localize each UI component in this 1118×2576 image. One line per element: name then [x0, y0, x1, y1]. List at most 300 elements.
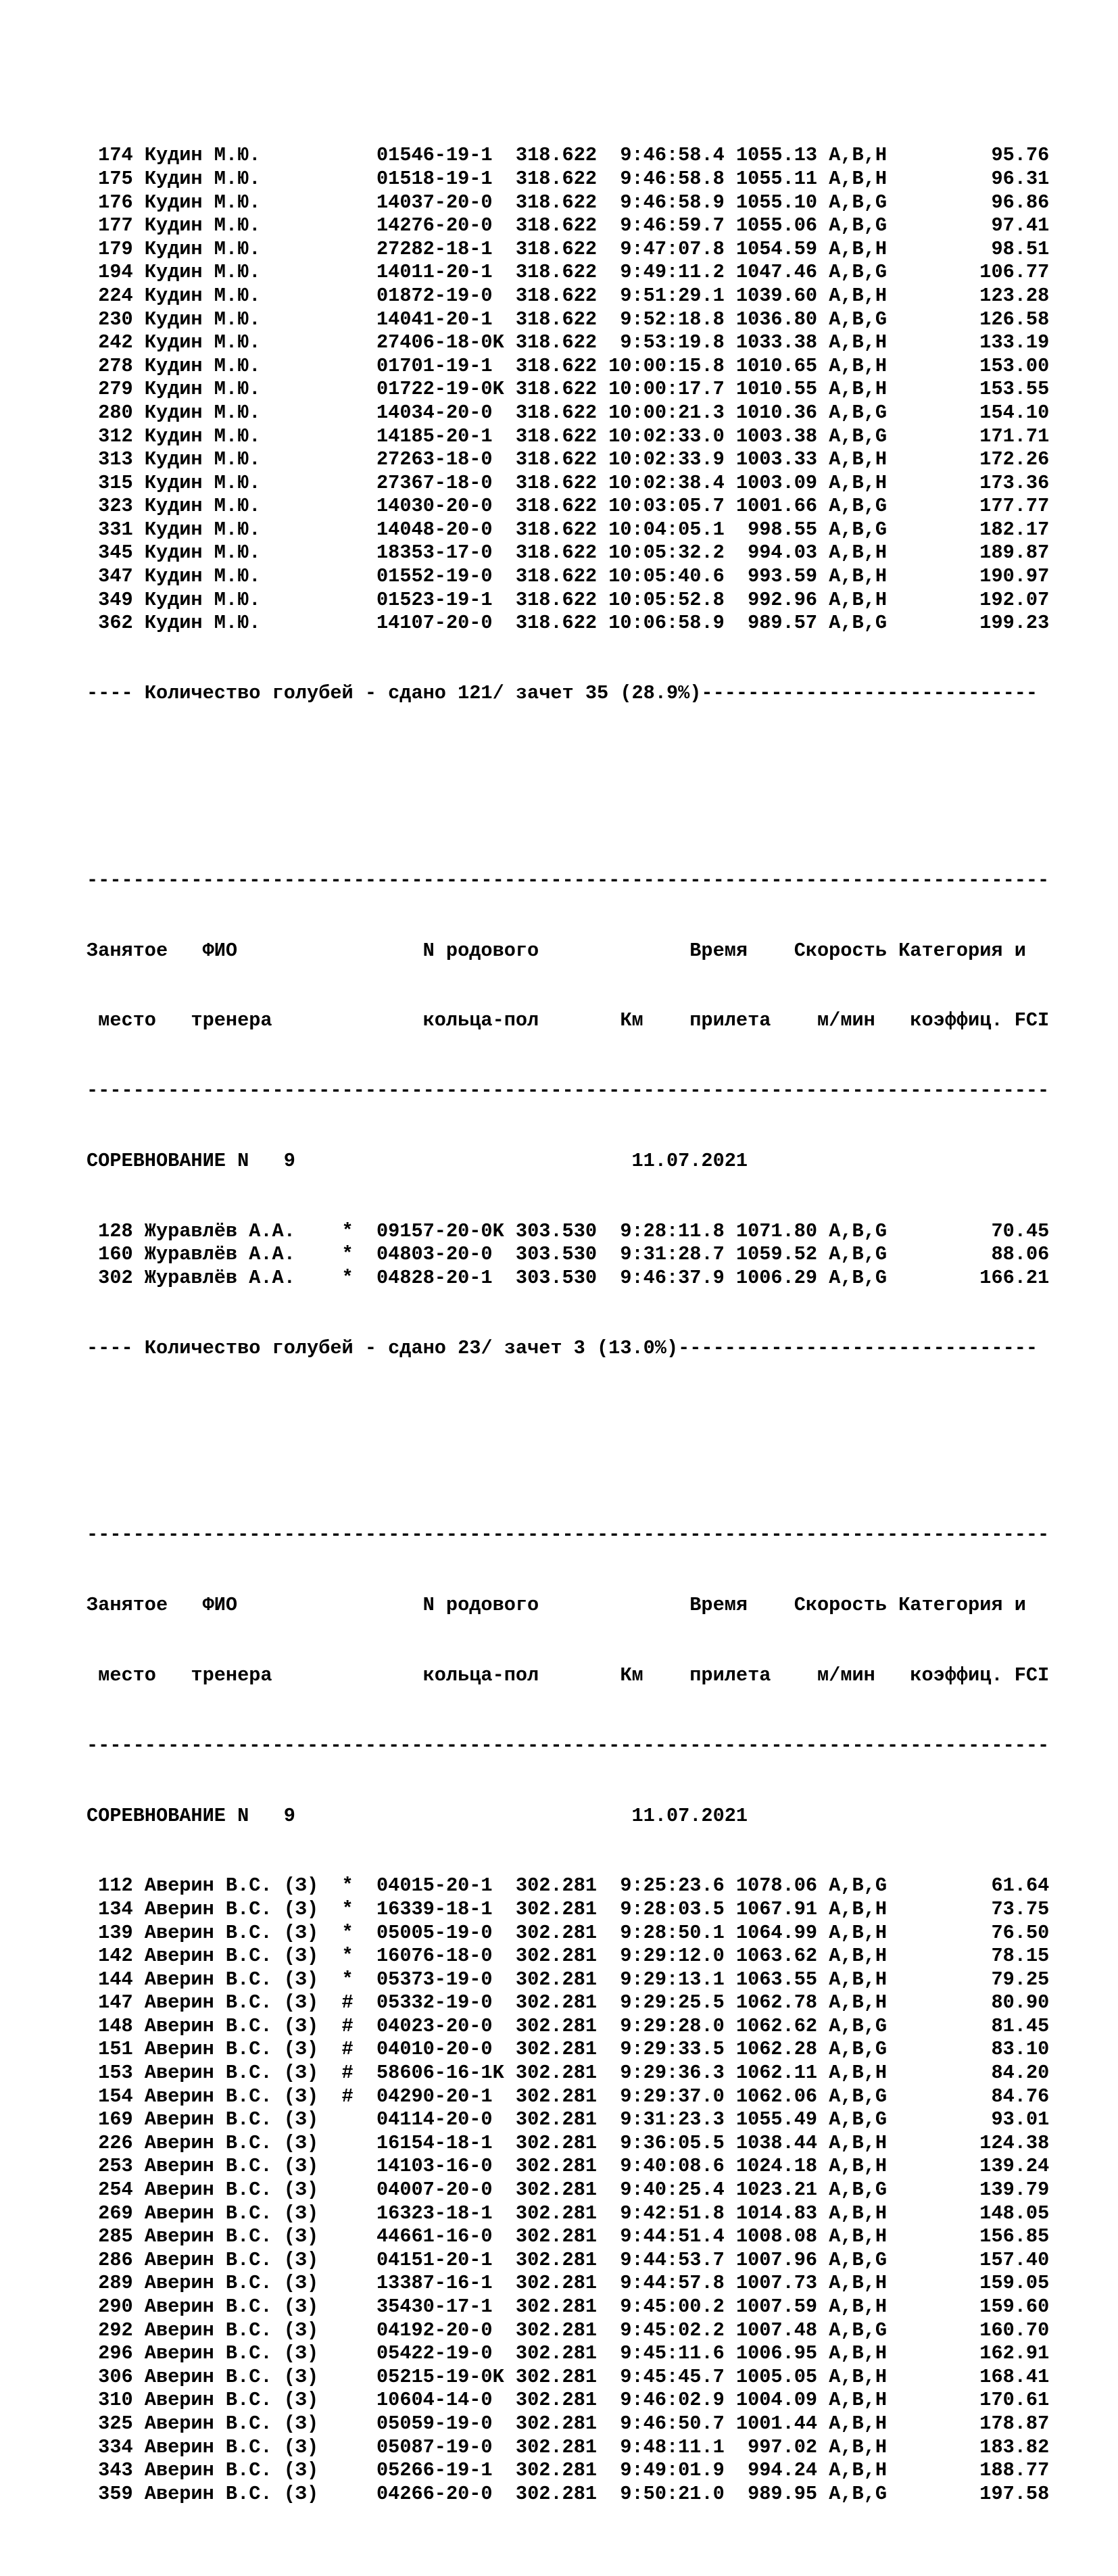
name-cell: Кудин М.Ю.: [144, 214, 261, 237]
results-block-kudin: [87, 97, 1049, 752]
coef-cell: 162.91: [979, 2342, 1050, 2365]
mark-cell: #: [341, 2038, 354, 2061]
place-cell: 177: [98, 214, 133, 237]
time-cell: 10:03:05.7: [608, 495, 725, 518]
table-row: [87, 1874, 1049, 1898]
name-cell: Аверин В.С. (З): [144, 2179, 319, 2202]
mark-cell: #: [341, 2014, 354, 2037]
ring-cell: 01722-19-0K: [376, 378, 504, 401]
ring-cell: 27367-18-0: [376, 471, 493, 494]
coef-cell: 153.00: [979, 354, 1050, 377]
time-cell: 10:02:33.9: [608, 448, 725, 471]
name-cell: Кудин М.Ю.: [144, 354, 261, 377]
ring-cell: 27263-18-0: [376, 448, 493, 471]
place-cell: 334: [98, 2435, 133, 2458]
table-row: [87, 2366, 1049, 2389]
table-row: [87, 1945, 1049, 1968]
time-cell: 9:29:33.5: [620, 2038, 725, 2061]
table-row: [87, 2202, 1049, 2226]
speed-cell: 989.95: [748, 2482, 818, 2505]
ring-cell: 18353-17-0: [376, 541, 493, 564]
category-cell: A,B,G: [829, 2085, 888, 2108]
speed-cell: 989.57: [748, 612, 818, 635]
speed-cell: 1006.29: [735, 1266, 818, 1289]
category-cell: A,B,H: [829, 2272, 888, 2295]
category-cell: A,B,G: [829, 1266, 888, 1289]
category-cell: A,B,G: [829, 261, 888, 284]
table-row: [87, 2272, 1049, 2295]
category-cell: A,B,H: [829, 2435, 888, 2458]
name-cell: Аверин В.С. (З): [144, 1874, 319, 1897]
km-cell: 302.281: [515, 2202, 598, 2225]
time-cell: 9:40:25.4: [620, 2179, 725, 2202]
name-cell: Кудин М.Ю.: [144, 261, 261, 284]
category-cell: A,B,G: [829, 191, 888, 214]
ring-cell: 01701-19-1: [376, 354, 493, 377]
km-cell: 318.622: [515, 612, 598, 635]
table-row: [87, 1991, 1049, 2015]
place-cell: 176: [98, 191, 133, 214]
table-row: [87, 2085, 1049, 2109]
time-cell: 9:29:13.1: [620, 1968, 725, 1991]
coef-cell: 133.19: [979, 331, 1050, 354]
table-row: [87, 495, 1049, 518]
ring-cell: 01546-19-1: [376, 144, 493, 167]
category-cell: A,B,G: [829, 1243, 888, 1266]
place-cell: 296: [98, 2342, 133, 2365]
name-cell: Аверин В.С. (З): [144, 2131, 319, 2154]
coef-cell: 199.23: [979, 612, 1050, 635]
mark-cell: *: [341, 1243, 354, 1266]
ring-cell: 05266-19-1: [376, 2459, 493, 2482]
ring-cell: 14037-20-0: [376, 191, 493, 214]
speed-cell: 1003.09: [735, 471, 818, 494]
place-cell: 280: [98, 401, 133, 424]
competition-line: СОРЕВНОВАНИЕ N 9 11.07.2021: [87, 1804, 748, 1827]
speed-cell: 1014.83: [735, 2202, 818, 2225]
time-cell: 9:31:28.7: [620, 1243, 725, 1266]
speed-cell: 1005.05: [735, 2365, 818, 2388]
ring-cell: 14034-20-0: [376, 401, 493, 424]
speed-cell: 1063.62: [735, 1945, 818, 1968]
time-cell: 10:05:32.2: [608, 541, 725, 564]
coef-cell: 172.26: [979, 448, 1050, 471]
place-cell: 302: [98, 1266, 133, 1289]
time-cell: 9:49:01.9: [620, 2459, 725, 2482]
speed-cell: 1023.21: [735, 2179, 818, 2202]
km-cell: 318.622: [515, 237, 598, 260]
results-rows: [87, 1220, 1049, 1290]
km-cell: 318.622: [515, 518, 598, 541]
ring-cell: 58606-16-1K: [376, 2062, 504, 2085]
ring-cell: 04828-20-1: [376, 1266, 493, 1289]
km-cell: 302.281: [515, 2435, 598, 2458]
table-row: [87, 565, 1049, 589]
coef-cell: 84.20: [991, 2062, 1050, 2085]
table-row: [87, 355, 1049, 379]
speed-cell: 1007.59: [735, 2295, 818, 2318]
coef-cell: 171.71: [979, 424, 1050, 447]
km-cell: 302.281: [515, 2318, 598, 2341]
ring-cell: 16154-18-1: [376, 2131, 493, 2154]
place-cell: 153: [98, 2062, 133, 2085]
time-cell: 9:29:36.3: [620, 2062, 725, 2085]
speed-cell: 1071.80: [735, 1219, 818, 1242]
speed-cell: 1003.38: [735, 424, 818, 447]
coef-cell: 168.41: [979, 2365, 1050, 2388]
ring-cell: 35430-17-1: [376, 2295, 493, 2318]
time-cell: 10:04:05.1: [608, 518, 725, 541]
table-row: [87, 541, 1049, 565]
category-cell: A,B,H: [829, 2295, 888, 2318]
speed-cell: 994.03: [748, 541, 818, 564]
km-cell: 302.281: [515, 2412, 598, 2435]
category-cell: A,B,H: [829, 2225, 888, 2248]
name-cell: Журавлёв А.А.: [144, 1219, 295, 1242]
ring-cell: 04023-20-0: [376, 2014, 493, 2037]
table-row: [87, 2389, 1049, 2412]
km-cell: 318.622: [515, 448, 598, 471]
name-cell: Кудин М.Ю.: [144, 191, 261, 214]
place-cell: 253: [98, 2155, 133, 2178]
coef-cell: 78.15: [991, 1945, 1050, 1968]
category-cell: A,B,G: [829, 1219, 888, 1242]
place-cell: 347: [98, 565, 133, 588]
speed-cell: 1001.44: [735, 2412, 818, 2435]
km-cell: 318.622: [515, 308, 598, 331]
place-cell: 306: [98, 2365, 133, 2388]
speed-cell: 994.24: [748, 2459, 818, 2482]
km-cell: 318.622: [515, 284, 598, 307]
category-cell: A,B,H: [829, 1921, 888, 1944]
table-header-line-1: Занятое ФИО N родового Время Скорость Категория и: [87, 1594, 1026, 1617]
name-cell: Аверин В.С. (З): [144, 2459, 319, 2482]
km-cell: 318.622: [515, 214, 598, 237]
place-cell: 226: [98, 2131, 133, 2154]
divider-line: -----------------------------------------------------------------------------------: [87, 1734, 1050, 1757]
time-cell: 9:29:37.0: [620, 2085, 725, 2108]
results-block-zhuravlev: [87, 823, 1049, 1407]
table-row: [87, 2132, 1049, 2156]
category-cell: A,B,H: [829, 284, 888, 307]
time-cell: 9:29:28.0: [620, 2014, 725, 2037]
coef-cell: 124.38: [979, 2131, 1050, 2154]
km-cell: 302.281: [515, 2272, 598, 2295]
name-cell: Кудин М.Ю.: [144, 518, 261, 541]
ring-cell: 05215-19-0K: [376, 2365, 504, 2388]
mark-cell: *: [341, 1219, 354, 1242]
name-cell: Кудин М.Ю.: [144, 378, 261, 401]
km-cell: 302.281: [515, 2085, 598, 2108]
place-cell: 279: [98, 378, 133, 401]
km-cell: 302.281: [515, 2248, 598, 2271]
place-cell: 292: [98, 2318, 133, 2341]
ring-cell: 04010-20-0: [376, 2038, 493, 2061]
km-cell: 302.281: [515, 2482, 598, 2505]
time-cell: 10:02:33.0: [608, 424, 725, 447]
name-cell: Аверин В.С. (З): [144, 2435, 319, 2458]
category-cell: A,B,G: [829, 1874, 888, 1897]
name-cell: Аверин В.С. (З): [144, 1991, 319, 2014]
km-cell: 302.281: [515, 2014, 598, 2037]
km-cell: 318.622: [515, 191, 598, 214]
table-row: [87, 448, 1049, 472]
coef-cell: 148.05: [979, 2202, 1050, 2225]
category-cell: A,B,H: [829, 2155, 888, 2178]
ring-cell: 27282-18-1: [376, 237, 493, 260]
ring-cell: 01518-19-1: [376, 167, 493, 190]
table-row: [87, 1898, 1049, 1922]
km-cell: 318.622: [515, 331, 598, 354]
coef-cell: 139.24: [979, 2155, 1050, 2178]
coef-cell: 154.10: [979, 401, 1050, 424]
ring-cell: 05332-19-0: [376, 1991, 493, 2014]
category-cell: A,B,G: [829, 424, 888, 447]
table-row: [87, 402, 1049, 425]
category-cell: A,B,G: [829, 214, 888, 237]
km-cell: 318.622: [515, 401, 598, 424]
time-cell: 9:48:11.1: [620, 2435, 725, 2458]
name-cell: Аверин В.С. (З): [144, 2225, 319, 2248]
coef-cell: 190.97: [979, 565, 1050, 588]
category-cell: A,B,H: [829, 2202, 888, 2225]
category-cell: A,B,H: [829, 331, 888, 354]
table-row: [87, 2179, 1049, 2202]
speed-cell: 1062.78: [735, 1991, 818, 2014]
place-cell: 331: [98, 518, 133, 541]
name-cell: Кудин М.Ю.: [144, 448, 261, 471]
speed-cell: 998.55: [748, 518, 818, 541]
km-cell: 302.281: [515, 1874, 598, 1897]
name-cell: Аверин В.С. (З): [144, 2318, 319, 2341]
place-cell: 312: [98, 424, 133, 447]
place-cell: 313: [98, 448, 133, 471]
time-cell: 9:46:58.9: [620, 191, 725, 214]
coef-cell: 153.55: [979, 378, 1050, 401]
table-row: [87, 2319, 1049, 2343]
table-row: [87, 2108, 1049, 2132]
name-cell: Аверин В.С. (З): [144, 2014, 319, 2037]
category-cell: A,B,H: [829, 2062, 888, 2085]
coef-cell: 157.40: [979, 2248, 1050, 2271]
ring-cell: 01523-19-1: [376, 588, 493, 611]
category-cell: A,B,H: [829, 1991, 888, 2014]
time-cell: 9:45:00.2: [620, 2295, 725, 2318]
km-cell: 318.622: [515, 378, 598, 401]
km-cell: 302.281: [515, 2295, 598, 2318]
table-row: [87, 2342, 1049, 2366]
name-cell: Аверин В.С. (З): [144, 2412, 319, 2435]
speed-cell: 1007.73: [735, 2272, 818, 2295]
table-header-line-2: место тренера кольца-пол Км прилета м/мин коэффиц. FCI: [87, 1009, 1050, 1032]
table-row: [87, 2436, 1049, 2460]
table-row: [87, 2038, 1049, 2062]
place-cell: 144: [98, 1968, 133, 1991]
table-row: [87, 1968, 1049, 1992]
table-row: [87, 1922, 1049, 1945]
table-row: [87, 2412, 1049, 2436]
name-cell: Аверин В.С. (З): [144, 1921, 319, 1944]
ring-cell: 44661-16-0: [376, 2225, 493, 2248]
mark-cell: #: [341, 1991, 354, 2014]
speed-cell: 1008.08: [735, 2225, 818, 2248]
km-cell: 303.530: [515, 1219, 598, 1242]
name-cell: Аверин В.С. (З): [144, 2062, 319, 2085]
table-row: [87, 214, 1049, 238]
speed-cell: 1047.46: [735, 261, 818, 284]
name-cell: Аверин В.С. (З): [144, 2389, 319, 2412]
place-cell: 224: [98, 284, 133, 307]
ring-cell: 14107-20-0: [376, 612, 493, 635]
table-row: [87, 1267, 1049, 1290]
time-cell: 9:36:05.5: [620, 2131, 725, 2154]
name-cell: Аверин В.С. (З): [144, 2202, 319, 2225]
speed-cell: 1055.49: [735, 2108, 818, 2131]
mark-cell: *: [341, 1266, 354, 1289]
coef-cell: 189.87: [979, 541, 1050, 564]
ring-cell: 04266-20-0: [376, 2482, 493, 2505]
name-cell: Кудин М.Ю.: [144, 541, 261, 564]
time-cell: 10:05:52.8: [608, 588, 725, 611]
name-cell: Кудин М.Ю.: [144, 331, 261, 354]
place-cell: 362: [98, 612, 133, 635]
place-cell: 323: [98, 495, 133, 518]
coef-cell: 81.45: [991, 2014, 1050, 2037]
ring-cell: 10604-14-0: [376, 2389, 493, 2412]
place-cell: 359: [98, 2482, 133, 2505]
coef-cell: 139.79: [979, 2179, 1050, 2202]
name-cell: Кудин М.Ю.: [144, 237, 261, 260]
place-cell: 112: [98, 1874, 133, 1897]
summary-line: ---- Количество голубей - сдано 23/ зачет 3 (13.0%)-------------------------------: [87, 1336, 1038, 1359]
speed-cell: 1055.10: [735, 191, 818, 214]
speed-cell: 1064.99: [735, 1921, 818, 1944]
table-row: [87, 238, 1049, 262]
place-cell: 310: [98, 2389, 133, 2412]
time-cell: 9:51:29.1: [620, 284, 725, 307]
coef-cell: 93.01: [991, 2108, 1050, 2131]
time-cell: 9:28:11.8: [620, 1219, 725, 1242]
category-cell: A,B,H: [829, 1897, 888, 1920]
table-row: [87, 285, 1049, 308]
speed-cell: 1078.06: [735, 1874, 818, 1897]
name-cell: Кудин М.Ю.: [144, 144, 261, 167]
km-cell: 302.281: [515, 1897, 598, 1920]
speed-cell: 1062.62: [735, 2014, 818, 2037]
table-row: [87, 1243, 1049, 1267]
table-row: [87, 2015, 1049, 2039]
km-cell: 302.281: [515, 2179, 598, 2202]
ring-cell: 16339-18-1: [376, 1897, 493, 1920]
name-cell: Кудин М.Ю.: [144, 588, 261, 611]
km-cell: 318.622: [515, 495, 598, 518]
table-row: [87, 308, 1049, 332]
table-header-line-2: место тренера кольца-пол Км прилета м/мин коэффиц. FCI: [87, 1663, 1050, 1686]
mark-cell: #: [341, 2062, 354, 2085]
coef-cell: 83.10: [991, 2038, 1050, 2061]
coef-cell: 80.90: [991, 1991, 1050, 2014]
speed-cell: 1055.11: [735, 167, 818, 190]
category-cell: A,B,H: [829, 2459, 888, 2482]
place-cell: 139: [98, 1921, 133, 1944]
time-cell: 9:40:08.6: [620, 2155, 725, 2178]
place-cell: 142: [98, 1945, 133, 1968]
coef-cell: 88.06: [991, 1243, 1050, 1266]
time-cell: 9:46:37.9: [620, 1266, 725, 1289]
place-cell: 254: [98, 2179, 133, 2202]
divider-line: -----------------------------------------------------------------------------------: [87, 1079, 1050, 1102]
competition-line: СОРЕВНОВАНИЕ N 9 11.07.2021: [87, 1149, 748, 1172]
speed-cell: 1003.33: [735, 448, 818, 471]
name-cell: Аверин В.С. (З): [144, 2085, 319, 2108]
time-cell: 9:44:53.7: [620, 2248, 725, 2271]
coef-cell: 173.36: [979, 471, 1050, 494]
time-cell: 9:46:59.7: [620, 214, 725, 237]
coef-cell: 192.07: [979, 588, 1050, 611]
place-cell: 151: [98, 2038, 133, 2061]
speed-cell: 992.96: [748, 588, 818, 611]
ring-cell: 01552-19-0: [376, 565, 493, 588]
name-cell: Аверин В.С. (З): [144, 2108, 319, 2131]
km-cell: 318.622: [515, 167, 598, 190]
category-cell: A,B,H: [829, 541, 888, 564]
category-cell: A,B,H: [829, 2131, 888, 2154]
time-cell: 9:46:58.8: [620, 167, 725, 190]
category-cell: A,B,H: [829, 378, 888, 401]
coef-cell: 84.76: [991, 2085, 1050, 2108]
place-cell: 160: [98, 1243, 133, 1266]
category-cell: A,B,H: [829, 2342, 888, 2365]
coef-cell: 70.45: [991, 1219, 1050, 1242]
mark-cell: *: [341, 1945, 354, 1968]
category-cell: A,B,G: [829, 308, 888, 331]
name-cell: Аверин В.С. (З): [144, 2482, 319, 2505]
name-cell: Аверин В.С. (З): [144, 1945, 319, 1968]
name-cell: Аверин В.С. (З): [144, 2272, 319, 2295]
place-cell: 194: [98, 261, 133, 284]
speed-cell: 997.02: [748, 2435, 818, 2458]
place-cell: 154: [98, 2085, 133, 2108]
table-row: [87, 378, 1049, 402]
km-cell: 302.281: [515, 2225, 598, 2248]
ring-cell: 01872-19-0: [376, 284, 493, 307]
ring-cell: 09157-20-0K: [376, 1219, 504, 1242]
category-cell: A,B,G: [829, 401, 888, 424]
ring-cell: 14276-20-0: [376, 214, 493, 237]
km-cell: 302.281: [515, 2342, 598, 2365]
time-cell: 9:44:57.8: [620, 2272, 725, 2295]
speed-cell: 1007.48: [735, 2318, 818, 2341]
category-cell: A,B,H: [829, 565, 888, 588]
category-cell: A,B,H: [829, 448, 888, 471]
name-cell: Аверин В.С. (З): [144, 1968, 319, 1991]
category-cell: A,B,H: [829, 144, 888, 167]
category-cell: A,B,G: [829, 2108, 888, 2131]
km-cell: 318.622: [515, 565, 598, 588]
place-cell: 290: [98, 2295, 133, 2318]
name-cell: Журавлёв А.А.: [144, 1266, 295, 1289]
table-row: [87, 144, 1049, 168]
time-cell: 9:28:50.1: [620, 1921, 725, 1944]
name-cell: Журавлёв А.А.: [144, 1243, 295, 1266]
coef-cell: 123.28: [979, 284, 1050, 307]
km-cell: 318.622: [515, 354, 598, 377]
name-cell: Аверин В.С. (З): [144, 2365, 319, 2388]
km-cell: 302.281: [515, 1945, 598, 1968]
category-cell: A,B,G: [829, 612, 888, 635]
ring-cell: 04114-20-0: [376, 2108, 493, 2131]
name-cell: Кудин М.Ю.: [144, 471, 261, 494]
